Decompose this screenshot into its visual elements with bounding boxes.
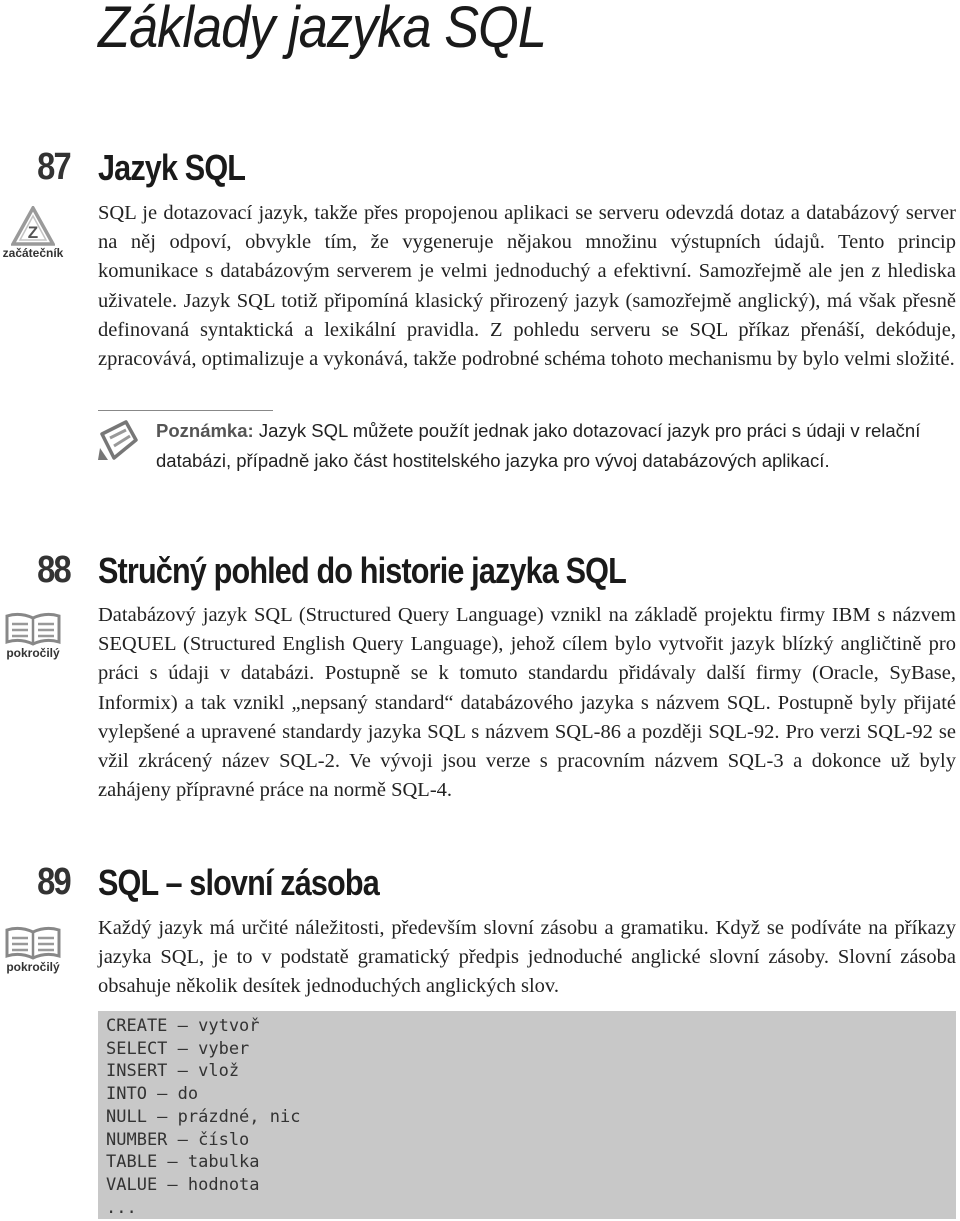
section-title: SQL – slovní zásoba <box>98 862 379 903</box>
level-label: začátečník <box>2 246 64 260</box>
code-line: CREATE – vytvoř <box>106 1016 260 1036</box>
pencil-note-icon <box>96 418 142 467</box>
level-label: pokročilý <box>6 960 60 974</box>
section-number: 87 <box>37 146 70 188</box>
code-line: VALUE – hodnota <box>106 1174 260 1195</box>
level-badge <box>0 612 66 660</box>
level-badge <box>0 926 66 974</box>
code-line: SELECT – vyber <box>106 1038 250 1059</box>
section-number: 88 <box>37 549 70 591</box>
section-paragraph: Databázový jazyk SQL (Structured Query Language) vznikl na základě projektu firmy IBM s názvem SEQUEL (Structured English Query Language), jehož cílem bylo vytvořit jazyk blízký angličtině pro práci s údaji v databázi. Postupně se k tomuto standardu přidávaly další firmy (Oracle, SyBase, Informix) a tak vznikl „nepsaný standard“ databázového jazyka s názvem SQL. Postupně byly přijaté vylepšené a upravené standardy jazyka SQL s názvem SQL-86 a později SQL-92. Pro verzi SQL-92 se vžil zkrácený název SQL-2. Ve vývoji jsou verze s pracovním názvem SQL-3 a dokonce už byly zahájeny přípravné práce na normě SQL-4. <box>98 604 956 802</box>
section-paragraph: SQL je dotazovací jazyk, takže přes propojenou aplikaci se serveru odevzdá dotaz a databázový server na něj odpoví, obvykle tím, že vygeneruje nějakou množinu výstupních údajů. Tento princip komunikace s databázovým serverem je velmi jednoduchý a efektivní. Samozřejmě ale jen z hlediska uživatele. Jazyk SQL totiž připomíná klasický přirozený jazyk (samozřejmě anglický), má však přesně definovaná syntaktická a lexikální pravidla. Z pohledu serveru se SQL příkaz přenáší, dekóduje, zpracovává, optimalizuje a vykonává, takže podrobné schéma tohoto mechanismu by bylo velmi složité. <box>98 202 956 371</box>
open-book-icon <box>0 926 66 960</box>
note-label: Poznámka: <box>156 420 254 441</box>
section-number: 89 <box>37 861 70 903</box>
code-line: NULL – prázdné, nic <box>106 1106 301 1127</box>
code-block <box>98 1011 956 1219</box>
section-title: Stručný pohled do historie jazyka SQL <box>98 550 626 591</box>
section-paragraph: Každý jazyk má určité náležitosti, především slovní zásobu a gramatiku. Když se podíváte na příkazy jazyka SQL, je to v podstatě gramatický předpis jednoduché anglické slovní zásoby. Slovní zásoba obsahuje několik desítek jednoduchých anglických slov. <box>98 917 956 998</box>
code-line: TABLE – tabulka <box>106 1152 260 1173</box>
svg-text:Z: Z <box>27 223 39 242</box>
code-line: INSERT – vlož <box>106 1061 240 1082</box>
code-line: NUMBER – číslo <box>106 1129 250 1150</box>
note-divider <box>98 410 273 411</box>
level-badge <box>0 206 66 260</box>
note <box>156 416 956 475</box>
code-line: INTO – do <box>106 1084 199 1105</box>
note-text: Jazyk SQL můžete použít jednak jako dotazovací jazyk pro práci s údaji v relační databázi, případně jako část hostitelského jazyka pro vývoj databázových aplikací. <box>156 420 921 471</box>
section-title: Jazyk SQL <box>98 147 246 188</box>
triangle-z-icon <box>0 206 66 246</box>
level-label: pokročilý <box>6 646 60 660</box>
open-book-icon <box>0 612 66 646</box>
code-line: ... <box>106 1197 137 1218</box>
chapter-title: Základy jazyka SQL <box>98 0 547 60</box>
